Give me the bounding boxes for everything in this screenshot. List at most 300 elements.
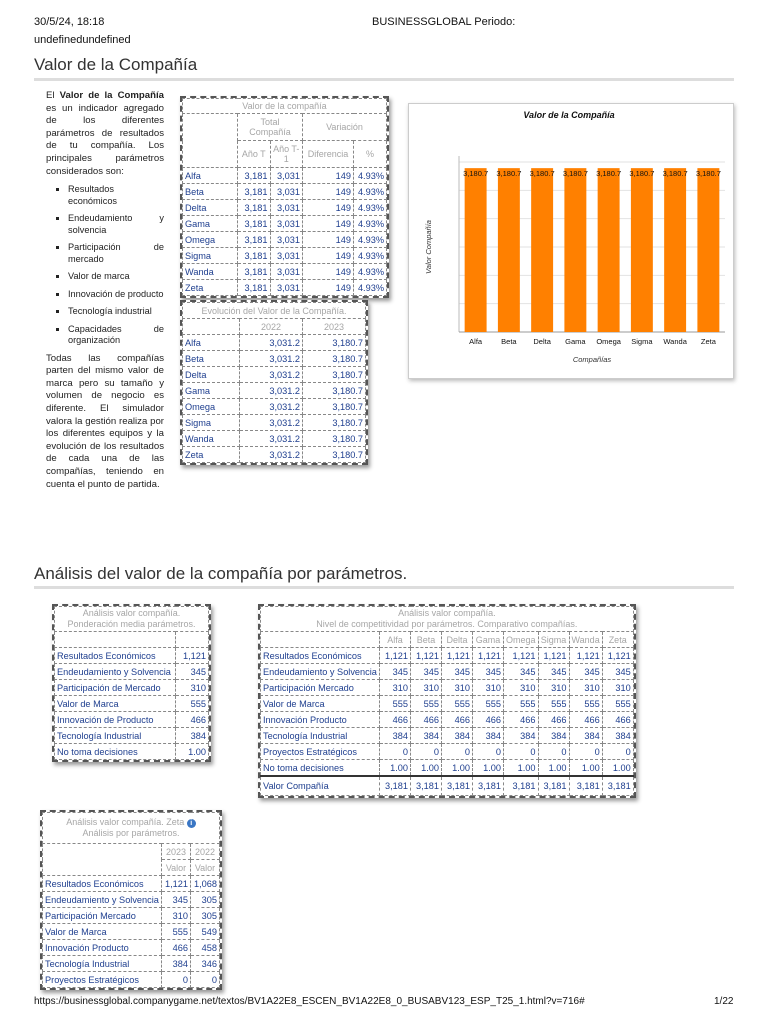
parameter-value: 555: [569, 696, 602, 712]
parameter-name: Endeudamiento y Solvencia: [43, 892, 162, 908]
table-row: [55, 680, 209, 696]
col-header: 2023: [303, 319, 366, 335]
value-diff: 149: [303, 248, 354, 264]
parameter-value: 345: [380, 664, 411, 680]
parameter-value: 466: [569, 712, 602, 728]
parameter-value: 384: [442, 728, 473, 744]
value-2022: 305: [191, 908, 220, 924]
value-t: 3,181: [238, 216, 271, 232]
total-value: 3,181: [538, 776, 569, 796]
parameter-value: 0: [411, 744, 442, 760]
parameter-value: 345: [504, 664, 539, 680]
value-2022: 305: [191, 892, 220, 908]
parameter-value: 310: [442, 680, 473, 696]
parameter-value: 466: [380, 712, 411, 728]
company-header: Sigma: [538, 632, 569, 648]
value-t: 3,181: [238, 248, 271, 264]
value-2023: 3,180.7: [303, 335, 366, 351]
table-row: [183, 216, 387, 232]
value-t: 3,181: [238, 264, 271, 280]
list-item: ▪ Capacidades de organización: [68, 324, 164, 347]
bar-data-label: 3,180.7: [463, 169, 489, 179]
table-row: [261, 712, 634, 728]
table-row: [183, 335, 366, 351]
parameter-value: 1,121: [442, 648, 473, 664]
total-header: Total Compañía: [238, 114, 303, 141]
parameter-value: 1.00: [380, 760, 411, 777]
table-row: [183, 232, 387, 248]
table-row: [183, 447, 366, 463]
parameter-value: 384: [602, 728, 633, 744]
company-header: Zeta: [602, 632, 633, 648]
parameter-name: Endeudamiento y Solvencia: [261, 664, 380, 680]
bar: [697, 168, 719, 332]
table-row: [55, 696, 209, 712]
footer-url[interactable]: https://businessglobal.companygame.net/textos/BV1A22E8_ESCEN_BV1A22E8_0_BUSABV123_ESP_T25_1.html?v=716#: [34, 996, 585, 1007]
value-pct: 4.93%: [354, 184, 387, 200]
company-name: Delta: [183, 367, 240, 383]
company-name: Zeta: [183, 447, 240, 463]
total-value: 3,181: [411, 776, 442, 796]
parameter-value: 0: [442, 744, 473, 760]
value-2022: 3,031.2: [240, 335, 303, 351]
comparativo-title-2: Nivel de competitividad por parámetros. Comparativo compañías.: [316, 619, 578, 629]
parameter-name: No toma decisiones: [261, 760, 380, 777]
evolucion-table: [180, 300, 368, 465]
parameter-value: 0: [538, 744, 569, 760]
section-title-analisis: Análisis del valor de la compañía por parámetros.: [34, 564, 408, 583]
col-header: Año T: [238, 141, 271, 168]
parameter-value: 555: [473, 696, 504, 712]
sub-header: Valor: [191, 860, 220, 876]
parameter-list: [46, 184, 164, 347]
parameter-value: 0: [569, 744, 602, 760]
parameter-name: Tecnología Industrial: [261, 728, 380, 744]
x-axis-label: Compañías: [572, 355, 612, 364]
value-pct: 4.93%: [354, 248, 387, 264]
table-row: [43, 972, 220, 988]
parameter-value: 384: [411, 728, 442, 744]
y-axis-label: Valor Compañía: [424, 220, 433, 274]
parameter-name: Innovación de Producto: [55, 712, 176, 728]
x-tick-label: Sigma: [631, 337, 653, 346]
company-name: Gama: [183, 216, 238, 232]
total-value: 3,181: [473, 776, 504, 796]
value-2022: 3,031.2: [240, 415, 303, 431]
value-2022: 3,031.2: [240, 351, 303, 367]
bar: [598, 168, 620, 332]
company-header: Gama: [473, 632, 504, 648]
footer-page: 1/22: [714, 996, 734, 1007]
parameter-name: Resultados Económicos: [261, 648, 380, 664]
parameter-value: 384: [380, 728, 411, 744]
parameter-value: 555: [380, 696, 411, 712]
col-header: Diferencia: [303, 141, 354, 168]
value-2023: 3,180.7: [303, 399, 366, 415]
parameter-value: 466: [504, 712, 539, 728]
value-2023: 384: [162, 956, 191, 972]
parameter-value: 1,121: [504, 648, 539, 664]
value-t1: 3,031: [270, 200, 303, 216]
table-row: [183, 248, 387, 264]
parameter-value: 310: [569, 680, 602, 696]
valor-table: [180, 96, 389, 298]
parameter-name: Endeudamiento y Solvencia: [55, 664, 176, 680]
intro-bold: Valor de la Compañía: [59, 90, 164, 101]
parameter-value: 466: [473, 712, 504, 728]
parameter-value: 384: [569, 728, 602, 744]
parameter-value: 0: [380, 744, 411, 760]
value-diff: 149: [303, 200, 354, 216]
sub-header: Valor: [162, 860, 191, 876]
parameter-value: 1.00: [411, 760, 442, 777]
value-2023: 466: [162, 940, 191, 956]
parameter-value: 1,121: [473, 648, 504, 664]
table-row: [43, 876, 220, 892]
table-row: [261, 664, 634, 680]
company-name: Alfa: [183, 168, 238, 184]
zeta-title-2: Análisis por parámetros.: [82, 828, 180, 838]
company-name: Wanda: [183, 431, 240, 447]
bar-data-label: 3,180.7: [562, 169, 588, 179]
col-header: %: [354, 141, 387, 168]
intro-prefix: El: [46, 90, 60, 101]
value-pct: 4.93%: [354, 168, 387, 184]
chart-title: Valor de la Compañía: [523, 110, 615, 120]
table-row: [55, 728, 209, 744]
intro-rest: es un indicador agregado de los diferentes parámetros de resultados de tu compañía. Los principales parámetros considerados son:: [46, 102, 164, 177]
bar: [531, 168, 553, 332]
table-row: [183, 184, 387, 200]
parameter-value: 310: [538, 680, 569, 696]
value-2022: 0: [191, 972, 220, 988]
section-divider: [34, 78, 734, 81]
parameter-value: 555: [411, 696, 442, 712]
parameter-name: Participación Mercado: [43, 908, 162, 924]
table-row: [43, 892, 220, 908]
company-name: Sigma: [183, 415, 240, 431]
company-name: Sigma: [183, 248, 238, 264]
value-2023: 555: [162, 924, 191, 940]
parameter-value: 1,121: [380, 648, 411, 664]
parameter-value: 1.00: [538, 760, 569, 777]
table-row: [55, 712, 209, 728]
parameter-name: Resultados Económicos: [55, 648, 176, 664]
value-diff: 149: [303, 168, 354, 184]
parameter-value: 310: [602, 680, 633, 696]
parameter-name: Participación de Mercado: [55, 680, 176, 696]
parameter-name: Valor de Marca: [261, 696, 380, 712]
company-name: Zeta: [183, 280, 238, 296]
table-row: [183, 431, 366, 447]
value-t1: 3,031: [270, 280, 303, 296]
total-value: 3,181: [442, 776, 473, 796]
table-row: [261, 744, 634, 760]
value-t1: 3,031: [270, 168, 303, 184]
list-item: ▪ Tecnología industrial: [68, 306, 164, 318]
table-row: [55, 744, 209, 760]
table-row: [43, 908, 220, 924]
parameter-name: Resultados Económicos: [43, 876, 162, 892]
parameter-value: 1,121: [176, 648, 209, 664]
company-name: Omega: [183, 232, 238, 248]
parameter-value: 1,121: [569, 648, 602, 664]
parameter-value: 555: [538, 696, 569, 712]
parameter-value: 1.00: [602, 760, 633, 777]
bar-data-label: 3,180.7: [596, 169, 622, 179]
parameter-value: 1,121: [538, 648, 569, 664]
parameter-value: 310: [473, 680, 504, 696]
list-item: ▪ Participación de mercado: [68, 242, 164, 265]
parameter-value: 0: [602, 744, 633, 760]
list-item: ▪ Innovación de producto: [68, 289, 164, 301]
table-row: [183, 264, 387, 280]
x-tick-label: Wanda: [663, 337, 687, 346]
table-row: [183, 399, 366, 415]
value-2023: 3,180.7: [303, 431, 366, 447]
parameter-name: Participación Mercado: [261, 680, 380, 696]
parameter-value: 1.00: [504, 760, 539, 777]
value-pct: 4.93%: [354, 280, 387, 296]
value-t1: 3,031: [270, 232, 303, 248]
value-2022: 1,068: [191, 876, 220, 892]
value-pct: 4.93%: [354, 264, 387, 280]
parameter-value: 0: [504, 744, 539, 760]
print-datetime: 30/5/24, 18:18: [34, 16, 105, 28]
company-header: Omega: [504, 632, 539, 648]
value-2022: 3,031.2: [240, 447, 303, 463]
table-row: [261, 760, 634, 777]
parameter-value: 310: [504, 680, 539, 696]
parameter-value: 1,121: [602, 648, 633, 664]
parameter-value: 310: [411, 680, 442, 696]
bar-data-label: 3,180.7: [496, 169, 522, 179]
value-2022: 3,031.2: [240, 367, 303, 383]
zeta-title-text: Análisis valor compañía. Zeta: [66, 817, 185, 827]
parameter-value: 384: [176, 728, 209, 744]
table-row: [261, 696, 634, 712]
bar-data-label: 3,180.7: [529, 169, 555, 179]
list-item: ▪ Resultados económicos: [68, 184, 164, 207]
x-tick-label: Omega: [596, 337, 621, 346]
parameter-value: 0: [473, 744, 504, 760]
parameter-name: Proyectos Estratégicos: [43, 972, 162, 988]
parameter-value: 466: [411, 712, 442, 728]
value-2022: 458: [191, 940, 220, 956]
x-tick-label: Alfa: [469, 337, 483, 346]
section-divider: [34, 586, 734, 589]
parameter-value: 384: [473, 728, 504, 744]
parameter-value: 466: [602, 712, 633, 728]
value-t1: 3,031: [270, 216, 303, 232]
table-row: [55, 664, 209, 680]
x-tick-label: Gama: [565, 337, 586, 346]
table-row: [261, 728, 634, 744]
parameter-name: Valor de Marca: [43, 924, 162, 940]
total-value: 3,181: [504, 776, 539, 796]
parameter-value: 345: [602, 664, 633, 680]
value-diff: 149: [303, 280, 354, 296]
table-row: [183, 415, 366, 431]
evolucion-table-title: Evolución del Valor de la Compañía.: [183, 303, 366, 319]
value-2023: 3,180.7: [303, 351, 366, 367]
company-name: Omega: [183, 399, 240, 415]
parameter-value: 466: [442, 712, 473, 728]
parameter-name: Valor de Marca: [55, 696, 176, 712]
table-row: [261, 680, 634, 696]
total-name: Valor Compañía: [261, 776, 380, 796]
print-title: BUSINESSGLOBAL Periodo:: [372, 16, 516, 28]
valor-chart: [408, 103, 734, 379]
intro-paragraph-2: Todas las compañías parten del mismo valor de marca pero su tamaño y volumen de negocio es diferente. El simulador valora la gestión realiza por los diferentes equipos y la evolución de los resultados de cada una de las compañías, teniendo en cuenta el punto de partida.: [46, 352, 164, 490]
parameter-name: Tecnología Industrial: [55, 728, 176, 744]
company-header: Wanda: [569, 632, 602, 648]
bar: [465, 168, 487, 332]
parameter-value: 466: [176, 712, 209, 728]
table-row: [43, 940, 220, 956]
value-t: 3,181: [238, 280, 271, 296]
list-item: ▪ Valor de marca: [68, 271, 164, 283]
parameter-value: 345: [442, 664, 473, 680]
zeta-title-1: [45, 817, 217, 828]
table-row: [183, 367, 366, 383]
table-row: [183, 351, 366, 367]
value-diff: 149: [303, 184, 354, 200]
ponderacion-title-2: Ponderación media parámetros.: [67, 619, 196, 629]
value-2022: 549: [191, 924, 220, 940]
bar: [664, 168, 686, 332]
x-tick-label: Zeta: [700, 337, 716, 346]
col-header: Año T-1: [270, 141, 303, 168]
intro-text: [46, 90, 164, 491]
parameter-value: 1.00: [176, 744, 209, 760]
value-t1: 3,031: [270, 264, 303, 280]
parameter-name: Tecnología Industrial: [43, 956, 162, 972]
value-t1: 3,031: [270, 248, 303, 264]
value-2022: 346: [191, 956, 220, 972]
parameter-value: 345: [176, 664, 209, 680]
bar: [498, 168, 520, 332]
value-2023: 3,180.7: [303, 383, 366, 399]
parameter-value: 1.00: [442, 760, 473, 777]
company-name: Wanda: [183, 264, 238, 280]
parameter-value: 555: [442, 696, 473, 712]
value-2022: 3,031.2: [240, 399, 303, 415]
valor-chart-svg: [409, 104, 733, 378]
value-2023: 3,180.7: [303, 447, 366, 463]
value-t: 3,181: [238, 184, 271, 200]
x-tick-label: Beta: [501, 337, 517, 346]
parameter-value: 1.00: [473, 760, 504, 777]
valor-table-title: Valor de la compañía: [183, 99, 387, 114]
ponderacion-title-1: Análisis valor compañía.: [82, 608, 181, 618]
col-header: 2022: [240, 319, 303, 335]
parameter-value: 555: [602, 696, 633, 712]
value-2023: 1,121: [162, 876, 191, 892]
company-name: Alfa: [183, 335, 240, 351]
table-row: [183, 280, 387, 296]
value-diff: 149: [303, 232, 354, 248]
list-item: ▪ Endeudamiento y solvencia: [68, 213, 164, 236]
comparativo-title-1: Análisis valor compañía.: [398, 608, 496, 618]
company-header: Delta: [442, 632, 473, 648]
value-t: 3,181: [238, 232, 271, 248]
parameter-value: 555: [176, 696, 209, 712]
zeta-table: [40, 810, 222, 990]
comparativo-table: [258, 604, 636, 798]
bar: [564, 168, 586, 332]
ponderacion-table: [52, 604, 211, 762]
parameter-value: 1.00: [569, 760, 602, 777]
parameter-value: 345: [411, 664, 442, 680]
parameter-value: 384: [538, 728, 569, 744]
section-title-valor: Valor de la Compañía: [34, 55, 198, 74]
value-t1: 3,031: [270, 184, 303, 200]
bar-data-label: 3,180.7: [695, 169, 721, 179]
company-name: Beta: [183, 351, 240, 367]
value-2022: 3,031.2: [240, 431, 303, 447]
bar-data-label: 3,180.7: [662, 169, 688, 179]
parameter-value: 345: [473, 664, 504, 680]
company-name: Gama: [183, 383, 240, 399]
parameter-name: Proyectos Estratégicos: [261, 744, 380, 760]
table-row: [183, 168, 387, 184]
parameter-value: 310: [380, 680, 411, 696]
parameter-name: Innovación Producto: [43, 940, 162, 956]
value-2023: 3,180.7: [303, 367, 366, 383]
parameter-value: 310: [176, 680, 209, 696]
value-2023: 3,180.7: [303, 415, 366, 431]
print-subtitle: undefinedundefined: [34, 34, 131, 46]
value-pct: 4.93%: [354, 200, 387, 216]
value-2023: 0: [162, 972, 191, 988]
table-row: [55, 648, 209, 664]
value-2023: 310: [162, 908, 191, 924]
parameter-value: 555: [504, 696, 539, 712]
value-diff: 149: [303, 264, 354, 280]
year-header: 2023: [162, 844, 191, 860]
value-t: 3,181: [238, 168, 271, 184]
value-diff: 149: [303, 216, 354, 232]
info-icon[interactable]: i: [187, 819, 196, 828]
parameter-value: 384: [504, 728, 539, 744]
value-pct: 4.93%: [354, 216, 387, 232]
company-name: Delta: [183, 200, 238, 216]
company-name: Beta: [183, 184, 238, 200]
parameter-value: 1,121: [411, 648, 442, 664]
table-row: [183, 200, 387, 216]
bar-data-label: 3,180.7: [629, 169, 655, 179]
parameter-value: 345: [569, 664, 602, 680]
total-row: [261, 776, 634, 796]
bar: [631, 168, 653, 332]
value-pct: 4.93%: [354, 232, 387, 248]
company-header: Alfa: [380, 632, 411, 648]
x-tick-label: Delta: [533, 337, 551, 346]
parameter-name: No toma decisiones: [55, 744, 176, 760]
variacion-header: Variación: [303, 114, 387, 141]
table-row: [261, 648, 634, 664]
parameter-value: 466: [538, 712, 569, 728]
value-2022: 3,031.2: [240, 383, 303, 399]
total-value: 3,181: [602, 776, 633, 796]
parameter-name: Innovación Producto: [261, 712, 380, 728]
parameter-value: 345: [538, 664, 569, 680]
company-header: Beta: [411, 632, 442, 648]
year-header: 2022: [191, 844, 220, 860]
value-2023: 345: [162, 892, 191, 908]
total-value: 3,181: [380, 776, 411, 796]
